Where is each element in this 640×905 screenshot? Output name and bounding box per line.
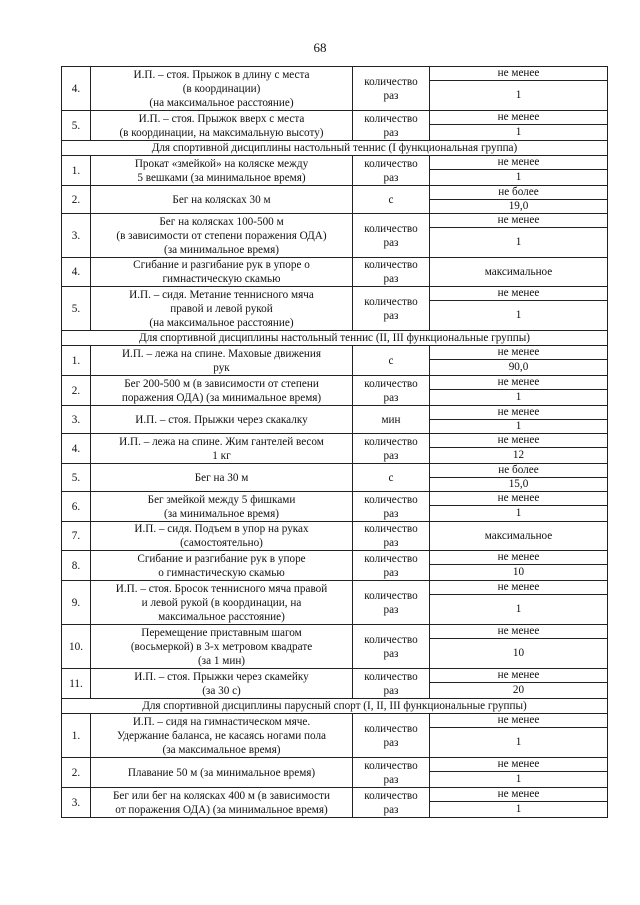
table-row [62,186,608,200]
exercise-description [91,788,353,818]
norm-qualifier: не менее [430,581,608,595]
unit-cell-line: раз [383,236,399,249]
table-row [62,156,608,170]
norm-value: 1 [430,301,608,331]
exercise-description-line: (в зависимости от степени поражения ОДА) [116,229,327,242]
exercise-description-line: И.П. – стоя. Прыжок вверх с места [138,112,305,125]
unit-cell-line: раз [383,507,399,520]
unit-cell [353,464,430,492]
norm-value: 1 [430,170,608,186]
unit-cell [353,714,430,758]
norm-qualifier: не менее [430,156,608,170]
section-heading: Для спортивной дисциплины парусный спорт (I, II, III функциональные группы) [62,699,608,714]
table-row [62,625,608,639]
table-row [62,522,608,551]
row-number: 5. [62,464,91,492]
unit-cell-line: количество [364,722,418,735]
norm-value: максимальное [430,522,608,551]
norm-qualifier: не менее [430,287,608,301]
row-number: 7. [62,522,91,551]
page-number: 68 [313,40,327,55]
unit-cell-line: количество [364,523,418,535]
table-row [62,434,608,448]
exercise-description [91,287,353,331]
section-row [62,331,608,346]
norm-value: 1 [430,228,608,258]
norm-value: 12 [430,448,608,464]
exercise-description [91,111,353,141]
exercise-description-line: 1 кг [212,449,231,462]
table-row [62,346,608,360]
section-row [62,141,608,156]
exercise-description-line: (восьмеркой) в 3-х метровом квадрате [130,640,313,653]
norm-value: 90,0 [430,360,608,376]
unit-cell-line: количество [364,75,418,88]
exercise-description [91,551,353,581]
unit-cell [353,581,430,625]
unit-cell-line: количество [364,493,418,506]
exercise-description-line: Перемещение приставным шагом [141,626,302,639]
exercise-description [91,186,353,214]
unit-cell [353,551,430,581]
exercise-description-line: И.П. – сидя на гимнастическом мяче. [132,715,311,728]
unit-cell-line: количество [364,633,418,646]
norm-value: 1 [430,506,608,522]
unit-cell [353,522,430,551]
row-number: 6. [62,492,91,522]
exercise-description-line: (в координации, на максимальную высоту) [119,126,324,139]
exercise-description-line: (на максимальное расстояние) [149,96,294,109]
unit-cell-line: количество [364,157,418,170]
unit-cell [353,758,430,788]
unit-cell-line: с [388,471,394,484]
unit-cell [353,156,430,186]
exercise-description-line: Бег 200-500 м (в зависимости от степени [124,377,319,390]
unit-cell-line: раз [383,89,399,102]
row-number: 10. [62,625,91,669]
unit-cell [353,111,430,141]
norm-qualifier: не менее [430,406,608,420]
row-number: 1. [62,156,91,186]
unit-cell [353,214,430,258]
exercise-description [91,214,353,258]
norm-value: 20 [430,683,608,699]
exercise-description [91,434,353,464]
table-row [62,376,608,390]
norm-qualifier: не менее [430,625,608,639]
norm-value: 1 [430,728,608,758]
exercise-description-line: Бег змейкой между 5 фишками [147,493,296,506]
row-number: 9. [62,581,91,625]
exercise-description-line: 5 вешками (за минимальное время) [137,171,306,184]
row-number: 5. [62,287,91,331]
exercise-description-line: (за минимальное время) [164,243,279,256]
unit-cell-line: количество [364,552,418,565]
norm-qualifier: не более [430,464,608,478]
row-number: 2. [62,186,91,214]
row-number: 2. [62,376,91,406]
table-row [62,406,608,420]
exercise-description-line: Плавание 50 м (за минимальное время) [127,766,316,779]
unit-cell [353,376,430,406]
table-row [62,258,608,287]
row-number: 3. [62,788,91,818]
unit-cell-line: раз [383,647,399,660]
table-row [62,788,608,802]
row-number: 4. [62,258,91,287]
norm-qualifier: не более [430,186,608,200]
exercise-description-line: максимальное расстояние) [158,610,285,623]
exercise-description [91,522,353,551]
unit-cell [353,492,430,522]
unit-cell-line: раз [383,273,399,285]
unit-cell-line: раз [383,309,399,322]
unit-cell-line: количество [364,112,418,125]
norm-value: 19,0 [430,200,608,214]
unit-cell-line: раз [383,684,399,697]
exercise-description [91,376,353,406]
unit-cell-line: количество [364,759,418,772]
unit-cell-line: с [388,354,394,367]
row-number: 4. [62,434,91,464]
exercise-description-line: (за минимальное время) [164,507,279,520]
unit-cell-line: раз [383,736,399,749]
exercise-description [91,492,353,522]
unit-cell-line: количество [364,670,418,683]
unit-cell-line: раз [383,603,399,616]
row-number: 2. [62,758,91,788]
norm-value: 1 [430,802,608,818]
exercise-description-line: И.П. – стоя. Бросок теннисного мяча правой [115,582,328,595]
norm-qualifier: не менее [430,111,608,125]
exercise-description-line: (в координации) [182,82,261,95]
unit-cell-line: мин [381,413,401,426]
unit-cell-line: раз [383,449,399,462]
unit-cell [353,186,430,214]
exercise-description-line: правой и левой рукой [170,302,273,315]
exercise-description-line: Бег на колясках 30 м [172,193,271,206]
unit-cell-line: количество [364,295,418,308]
exercise-description-line: И.П. – сидя. Метание теннисного мяча [129,288,314,301]
unit-cell [353,287,430,331]
section-row [62,699,608,714]
row-number: 1. [62,346,91,376]
unit-cell-line: количество [364,435,418,448]
exercise-description-line: Прокат «змейкой» на коляске между [134,157,309,170]
norm-qualifier: не менее [430,669,608,683]
table-row [62,581,608,595]
exercise-description [91,67,353,111]
exercise-description-line: и левой рукой (в координации, на [141,596,302,609]
exercise-description-line: о гимнастическую скамью [158,566,285,579]
exercise-description-line: Бег на колясках 100-500 м [159,215,284,228]
unit-cell [353,669,430,699]
row-number: 1. [62,714,91,758]
unit-cell [353,625,430,669]
exercise-description-line: И.П. – стоя. Прыжки через скакалку [135,413,308,426]
norm-qualifier: не менее [430,214,608,228]
norm-value: 10 [430,639,608,669]
exercise-description [91,714,353,758]
exercise-description-line: И.П. – сидя. Подъем в упор на руках [134,523,309,535]
unit-cell-line: с [388,193,394,206]
unit-cell [353,788,430,818]
table-row [62,214,608,228]
exercise-description-line: Бег или бег на колясках 400 м (в зависимости [112,789,331,802]
exercise-description-line: рук [213,361,230,374]
exercise-description-line: Сгибание и разгибание рук в упоре о [133,259,310,271]
table-row [62,464,608,478]
norm-value: 10 [430,565,608,581]
table-row [62,287,608,301]
table-row [62,758,608,772]
row-number: 3. [62,406,91,434]
unit-cell-line: раз [383,126,399,139]
norm-qualifier: не менее [430,376,608,390]
unit-cell-line: раз [383,171,399,184]
table-row [62,111,608,125]
row-number: 4. [62,67,91,111]
norm-qualifier: не менее [430,492,608,506]
unit-cell-line: раз [383,391,399,404]
unit-cell [353,258,430,287]
exercise-description-line: И.П. – стоя. Прыжки через скамейку [134,670,309,683]
table-row [62,714,608,728]
exercise-description-line: от поражения ОДА) (за минимальное время) [115,803,328,816]
exercise-description-line: гимнастическую скамью [162,273,281,285]
row-number: 3. [62,214,91,258]
table-row [62,669,608,683]
table-row [62,551,608,565]
norm-value: 1 [430,420,608,434]
unit-cell-line: раз [383,566,399,579]
exercise-description-line: (за 1 мин) [197,654,246,667]
unit-cell-line: количество [364,789,418,802]
exercise-description-line: Сгибание и разгибание рук в упоре [137,552,306,565]
exercise-description-line: И.П. – лежа на спине. Маховые движения [121,347,322,360]
exercise-description-line: И.П. – стоя. Прыжок в длину с места [133,68,310,81]
exercise-description [91,758,353,788]
unit-cell-line: количество [364,377,418,390]
norm-value: 1 [430,390,608,406]
unit-cell-line: раз [383,773,399,786]
exercise-description-line: (самостоятельно) [180,537,263,549]
section-heading: Для спортивной дисциплины настольный теннис (II, III функциональные группы) [62,331,608,346]
exercise-description [91,669,353,699]
exercise-description-line: И.П. – лежа на спине. Жим гантелей весом [119,435,324,448]
exercise-description-line: (за 30 с) [202,684,241,697]
norm-qualifier: не менее [430,434,608,448]
row-number: 11. [62,669,91,699]
exercise-description [91,625,353,669]
unit-cell-line: количество [364,259,418,271]
exercise-description-line: Удержание баланса, не касаясь ногами пола [116,729,327,742]
exercise-description [91,581,353,625]
table-row [62,492,608,506]
norm-value: максимальное [430,258,608,287]
norm-qualifier: не менее [430,551,608,565]
exercise-description [91,406,353,434]
norm-qualifier: не менее [430,67,608,81]
exercise-description-line: (на максимальное расстояние) [149,316,294,329]
unit-cell-line: раз [383,537,399,549]
norm-qualifier: не менее [430,758,608,772]
unit-cell [353,346,430,376]
norm-qualifier: не менее [430,788,608,802]
exercise-description [91,156,353,186]
unit-cell-line: количество [364,222,418,235]
unit-cell-line: раз [383,803,399,816]
norm-qualifier: не менее [430,714,608,728]
standards-table [61,66,608,818]
exercise-description-line: (за максимальное время) [162,743,281,756]
unit-cell [353,67,430,111]
exercise-description [91,464,353,492]
exercise-description [91,258,353,287]
table-row [62,67,608,81]
norm-value: 1 [430,81,608,111]
norm-qualifier: не менее [430,346,608,360]
exercise-description [91,346,353,376]
row-number: 5. [62,111,91,141]
unit-cell [353,434,430,464]
unit-cell-line: количество [364,589,418,602]
section-heading: Для спортивной дисциплины настольный теннис (I функциональная группа) [62,141,608,156]
exercise-description-line: поражения ОДА) (за минимальное время) [121,391,322,404]
exercise-description-line: Бег на 30 м [194,471,249,484]
norm-value: 15,0 [430,478,608,492]
norm-value: 1 [430,125,608,141]
norm-value: 1 [430,772,608,788]
unit-cell [353,406,430,434]
row-number: 8. [62,551,91,581]
norm-value: 1 [430,595,608,625]
